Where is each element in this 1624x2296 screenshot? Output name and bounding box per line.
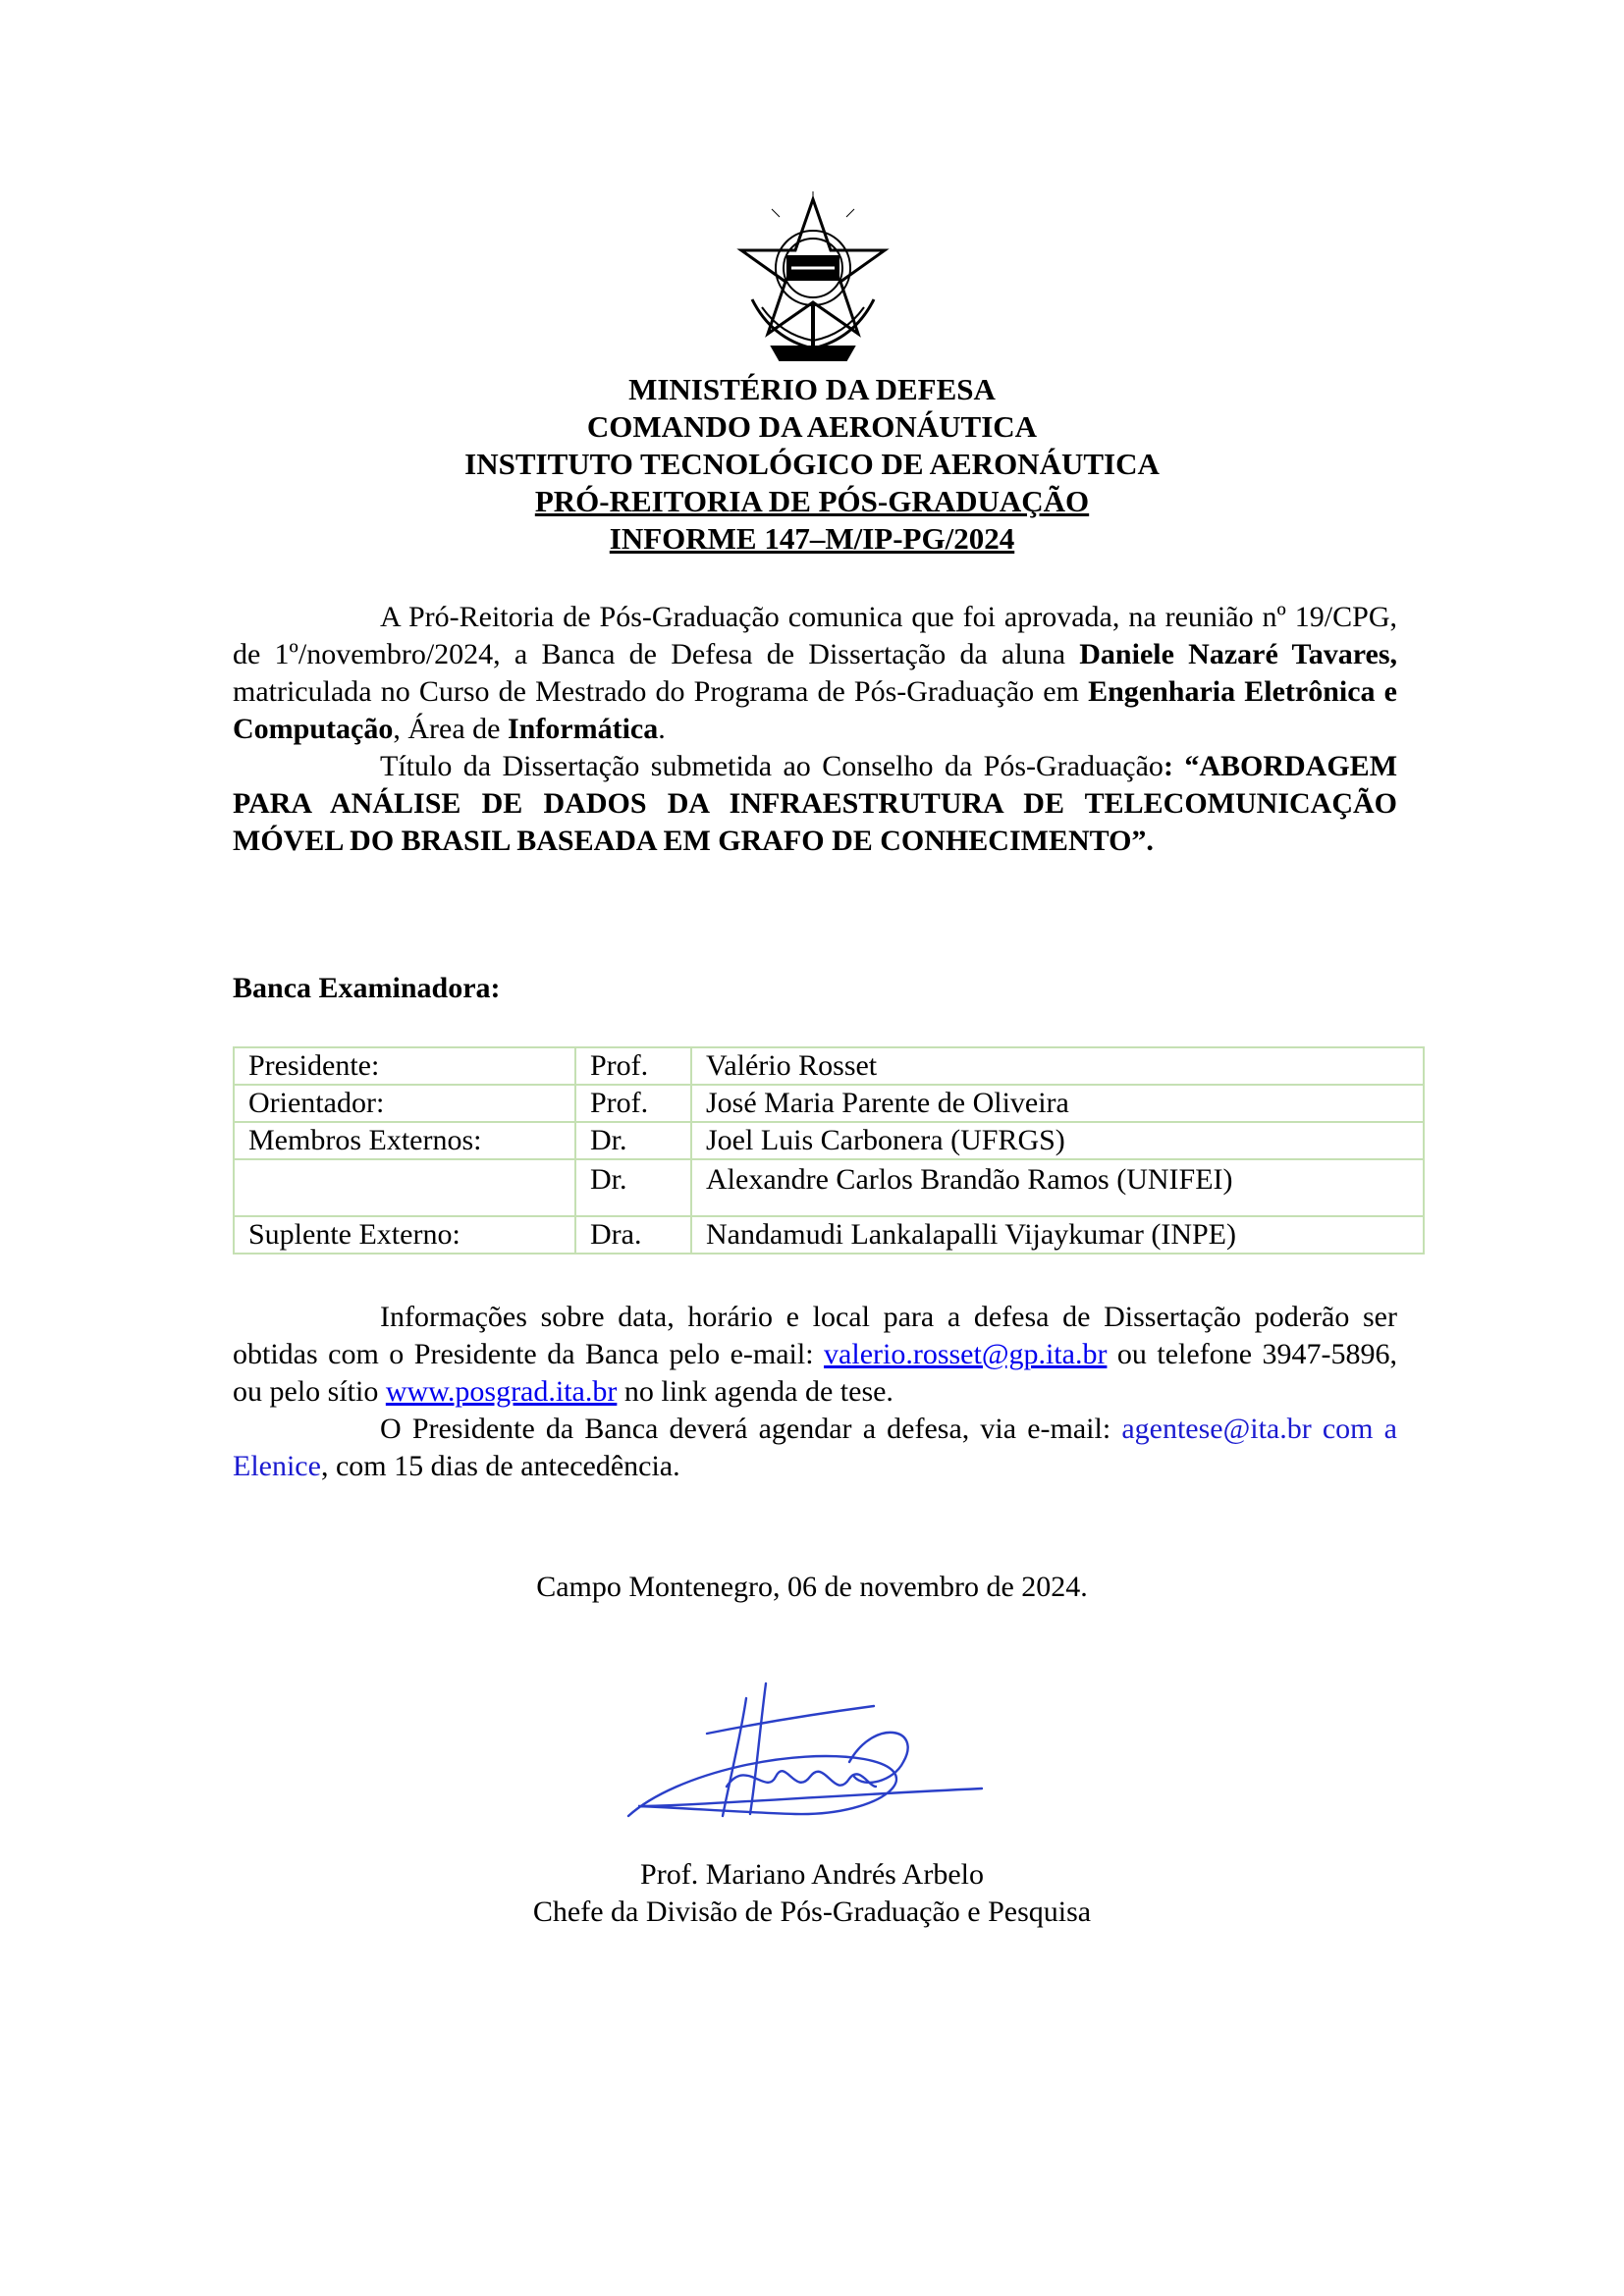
name-cell: Joel Luis Carbonera (UFRGS) <box>691 1122 1424 1159</box>
signer-role: Chefe da Divisão de Pós-Graduação e Pesquisa <box>532 1896 1092 1928</box>
header-line-pro-reitoria: PRÓ-REITORIA DE PÓS-GRADUAÇÃO <box>534 484 1090 518</box>
title-cell: Dra. <box>575 1216 691 1254</box>
program-name: Engenharia Eletrônica e Computação <box>233 675 1397 745</box>
role-cell: Suplente Externo: <box>234 1216 575 1254</box>
title-cell: Dr. <box>575 1122 691 1159</box>
header-line-comando: COMANDO DA AERONÁUTICA <box>586 409 1038 444</box>
name-cell: Nandamudi Lankalapalli Vijaykumar (INPE) <box>691 1216 1424 1254</box>
name-cell: Valério Rosset <box>691 1047 1424 1085</box>
place-date: Campo Montenegro, 06 de novembro de 2024. <box>536 1571 1088 1603</box>
paragraph-text: , Área de <box>393 713 508 745</box>
paragraph-text: Título da Dissertação submetida ao Conselho da Pós-Graduação <box>380 750 1164 782</box>
colon: : <box>1163 750 1173 782</box>
role-cell: Membros Externos: <box>234 1122 575 1159</box>
paragraph-text: . <box>658 713 666 745</box>
brasao-crest-image <box>732 191 894 368</box>
name-cell: José Maria Parente de Oliveira <box>691 1085 1424 1122</box>
area-name: Informática <box>507 713 659 745</box>
paragraph-text: ou telefone 3947-5896, ou pelo sítio <box>233 1338 1397 1408</box>
title-cell: Dr. <box>575 1159 691 1216</box>
role-cell: Orientador: <box>234 1085 575 1122</box>
table-row <box>234 1159 1424 1216</box>
banca-table <box>233 1046 1425 1255</box>
table-row <box>234 1122 1424 1159</box>
president-email-link[interactable]: valerio.rosset@gp.ita.br <box>824 1338 1108 1370</box>
role-cell: Presidente: <box>234 1047 575 1085</box>
paragraph-text: no link agenda de tese. <box>617 1375 893 1408</box>
scheduling-paragraph <box>233 1411 1397 1485</box>
signer-name: Prof. Mariano Andrés Arbelo <box>640 1858 984 1891</box>
table-row <box>234 1047 1424 1085</box>
handwritten-signature <box>619 1679 992 1836</box>
paragraph-text: A Pró-Reitoria de Pós-Graduação comunica que foi aprovada, na reunião nº 19/CPG, de 1º/novembro/2024, a Banca de Defesa de Dissertação da aluna <box>233 601 1397 670</box>
banca-heading: Banca Examinadora: <box>233 972 501 1004</box>
role-cell <box>234 1159 575 1216</box>
student-name: Daniele Nazaré Tavares, <box>1079 638 1397 670</box>
title-cell: Prof. <box>575 1047 691 1085</box>
posgrad-site-link[interactable]: www.posgrad.ita.br <box>385 1375 618 1408</box>
announcement-paragraph <box>233 599 1397 748</box>
header-line-ministerio: MINISTÉRIO DA DEFESA <box>628 372 996 406</box>
title-cell: Prof. <box>575 1085 691 1122</box>
paragraph-text: Informações sobre data, horário e local para a defesa de Dissertação poderão ser obtidas com o Presidente da Banca pelo e-mail: <box>233 1301 1397 1370</box>
dissertation-title-paragraph <box>233 748 1397 860</box>
info-paragraph <box>233 1299 1397 1411</box>
dissertation-title: “ABORDAGEM PARA ANÁLISE DE DADOS DA INFRAESTRUTURA DE TELECOMUNICAÇÃO MÓVEL DO BRASIL BASEADA EM GRAFO DE CONHECIMENTO”. <box>233 750 1398 857</box>
agentese-email: agentese@ita.br com a Elenice <box>233 1413 1397 1482</box>
header-line-instituto: INSTITUTO TECNOLÓGICO DE AERONÁUTICA <box>464 447 1160 481</box>
paragraph-text: , com 15 dias de antecedência. <box>320 1450 680 1482</box>
document-header <box>0 371 1624 558</box>
name-cell: Alexandre Carlos Brandão Ramos (UNIFEI) <box>691 1159 1424 1216</box>
header-line-informe: INFORME 147–M/IP-PG/2024 <box>609 521 1015 556</box>
table-row <box>234 1085 1424 1122</box>
table-row <box>234 1216 1424 1254</box>
paragraph-text: matriculada no Curso de Mestrado do Programa de Pós-Graduação em <box>233 675 1089 708</box>
paragraph-text: O Presidente da Banca deverá agendar a defesa, via e-mail: <box>380 1413 1122 1445</box>
